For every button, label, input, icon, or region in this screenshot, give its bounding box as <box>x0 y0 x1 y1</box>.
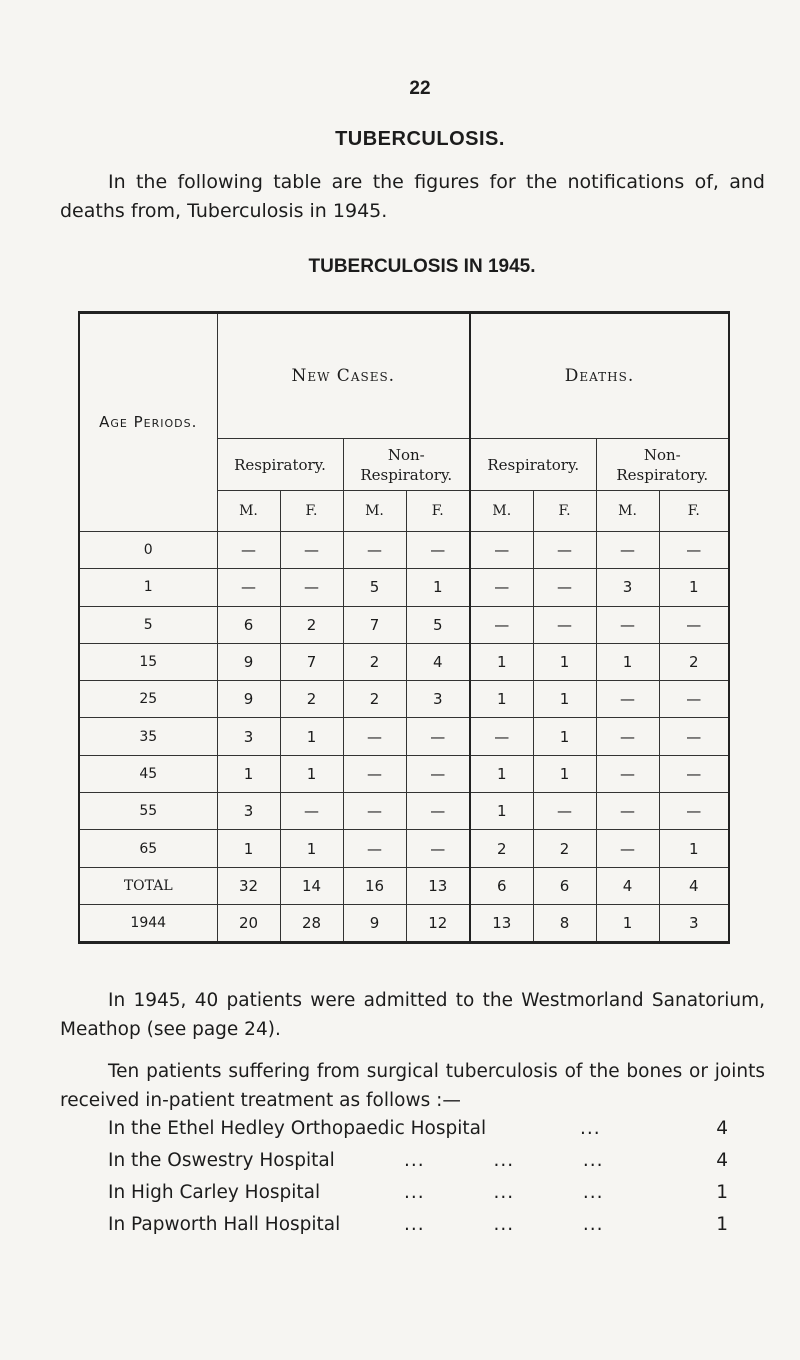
table-row <box>79 830 729 867</box>
male-header: M. <box>343 491 406 532</box>
age-period-cell: 25 <box>79 681 217 718</box>
value-cell: 20 <box>217 904 280 942</box>
age-period-cell: 0 <box>79 532 217 569</box>
leader-dots: ... ... ... <box>404 1182 604 1203</box>
hospital-count: 1 <box>716 1214 728 1235</box>
value-cell: 9 <box>217 643 280 680</box>
value-cell: — <box>659 755 729 792</box>
value-cell: — <box>280 793 343 830</box>
value-cell: — <box>596 681 659 718</box>
table-row <box>79 569 729 606</box>
value-cell: 2 <box>470 830 533 867</box>
deaths-non-respiratory-header: Non-Respiratory. <box>596 439 729 491</box>
value-cell: 32 <box>217 867 280 904</box>
leader-dots: ... <box>580 1118 601 1139</box>
age-period-cell: TOTAL <box>79 867 217 904</box>
value-cell: — <box>470 532 533 569</box>
age-period-cell: 15 <box>79 643 217 680</box>
value-cell: — <box>659 532 729 569</box>
value-cell: — <box>343 532 406 569</box>
female-header: F. <box>406 491 470 532</box>
value-cell: — <box>596 793 659 830</box>
hospital-count: 4 <box>716 1150 728 1171</box>
value-cell: — <box>470 569 533 606</box>
female-header: F. <box>533 491 596 532</box>
value-cell: 7 <box>343 606 406 643</box>
value-cell: 5 <box>406 606 470 643</box>
value-cell: — <box>343 718 406 755</box>
value-cell: — <box>533 532 596 569</box>
value-cell: 4 <box>659 867 729 904</box>
value-cell: 9 <box>343 904 406 942</box>
table-row <box>79 755 729 792</box>
value-cell: — <box>406 718 470 755</box>
hospital-name: In High Carley Hospital <box>108 1182 321 1203</box>
new-cases-header: New Cases. <box>217 313 470 439</box>
value-cell: 1 <box>470 793 533 830</box>
value-cell: 2 <box>659 643 729 680</box>
value-cell: — <box>533 569 596 606</box>
value-cell: 2 <box>343 681 406 718</box>
value-cell: 7 <box>280 643 343 680</box>
intro-paragraph: In the following table are the figures for the notifications of, and deaths from, Tuberculosis in 1945. <box>60 171 765 222</box>
age-period-cell: 35 <box>79 718 217 755</box>
hospital-row <box>108 1150 728 1182</box>
value-cell: 2 <box>343 643 406 680</box>
new-respiratory-header: Respiratory. <box>217 439 343 491</box>
value-cell: — <box>343 830 406 867</box>
deaths-header: Deaths. <box>470 313 729 439</box>
value-cell: 2 <box>533 830 596 867</box>
table-row <box>79 904 729 942</box>
value-cell: 6 <box>470 867 533 904</box>
value-cell: 1 <box>280 830 343 867</box>
value-cell: — <box>217 569 280 606</box>
value-cell: 6 <box>217 606 280 643</box>
table-row <box>79 681 729 718</box>
value-cell: — <box>406 755 470 792</box>
sanatorium-paragraph: In 1945, 40 patients were admitted to the Westmorland Sanatorium, Meathop (see page 24). <box>60 990 765 1040</box>
value-cell: 1 <box>659 569 729 606</box>
page-number: 22 <box>409 78 431 99</box>
hospital-count: 1 <box>716 1182 728 1203</box>
table-row <box>79 793 729 830</box>
value-cell: — <box>343 793 406 830</box>
table-row <box>79 606 729 643</box>
hospital-count: 4 <box>716 1118 728 1139</box>
age-periods-header: Age Periods. <box>79 313 217 532</box>
value-cell: — <box>217 532 280 569</box>
value-cell: — <box>659 793 729 830</box>
value-cell: 5 <box>343 569 406 606</box>
value-cell: — <box>659 606 729 643</box>
value-cell: 1 <box>596 904 659 942</box>
value-cell: — <box>596 532 659 569</box>
table-row <box>79 867 729 904</box>
value-cell: 28 <box>280 904 343 942</box>
table-row <box>79 532 729 569</box>
value-cell: 3 <box>596 569 659 606</box>
value-cell: — <box>280 532 343 569</box>
value-cell: — <box>406 532 470 569</box>
value-cell: 1 <box>470 755 533 792</box>
hospital-row <box>108 1214 728 1246</box>
hospital-name: In the Ethel Hedley Orthopaedic Hospital <box>108 1118 487 1139</box>
value-cell: 4 <box>596 867 659 904</box>
hospital-row <box>108 1182 728 1214</box>
value-cell: — <box>343 755 406 792</box>
value-cell: 1 <box>659 830 729 867</box>
age-period-cell: 5 <box>79 606 217 643</box>
value-cell: 1 <box>280 718 343 755</box>
value-cell: 1 <box>217 830 280 867</box>
value-cell: — <box>659 718 729 755</box>
leader-dots: ... ... ... <box>404 1150 604 1171</box>
value-cell: 2 <box>280 681 343 718</box>
value-cell: 12 <box>406 904 470 942</box>
value-cell: 1 <box>533 755 596 792</box>
value-cell: — <box>533 606 596 643</box>
table-row <box>79 643 729 680</box>
value-cell: 6 <box>533 867 596 904</box>
female-header: F. <box>659 491 729 532</box>
value-cell: 3 <box>217 793 280 830</box>
hospital-row <box>108 1118 728 1150</box>
age-period-cell: 65 <box>79 830 217 867</box>
age-period-cell: 1 <box>79 569 217 606</box>
value-cell: 3 <box>659 904 729 942</box>
value-cell: — <box>596 606 659 643</box>
value-cell: — <box>533 793 596 830</box>
value-cell: 9 <box>217 681 280 718</box>
value-cell: — <box>596 718 659 755</box>
leader-dots: ... ... ... <box>404 1214 604 1235</box>
value-cell: 1 <box>533 681 596 718</box>
hospital-list <box>108 1118 728 1246</box>
value-cell: 16 <box>343 867 406 904</box>
page-heading: TUBERCULOSIS. <box>335 128 505 150</box>
tuberculosis-table <box>78 311 730 944</box>
value-cell: 1 <box>470 643 533 680</box>
value-cell: — <box>470 606 533 643</box>
value-cell: 3 <box>217 718 280 755</box>
value-cell: 1 <box>217 755 280 792</box>
value-cell: — <box>596 830 659 867</box>
value-cell: 1 <box>596 643 659 680</box>
value-cell: 3 <box>406 681 470 718</box>
value-cell: 1 <box>470 681 533 718</box>
deaths-respiratory-header: Respiratory. <box>470 439 596 491</box>
value-cell: — <box>280 569 343 606</box>
value-cell: 13 <box>406 867 470 904</box>
table-title: TUBERCULOSIS IN 1945. <box>308 256 536 277</box>
value-cell: — <box>406 830 470 867</box>
age-period-cell: 55 <box>79 793 217 830</box>
value-cell: 1 <box>533 643 596 680</box>
male-header: M. <box>217 491 280 532</box>
value-cell: 13 <box>470 904 533 942</box>
surgical-paragraph: Ten patients suffering from surgical tuberculosis of the bones or joints received in-patient treatment as follows :— <box>60 1061 765 1111</box>
value-cell: 14 <box>280 867 343 904</box>
male-header: M. <box>470 491 533 532</box>
age-period-cell: 1944 <box>79 904 217 942</box>
female-header: F. <box>280 491 343 532</box>
value-cell: 4 <box>406 643 470 680</box>
value-cell: 2 <box>280 606 343 643</box>
value-cell: — <box>470 718 533 755</box>
new-non-respiratory-header: Non-Respiratory. <box>343 439 470 491</box>
table-row <box>79 718 729 755</box>
age-period-cell: 45 <box>79 755 217 792</box>
value-cell: — <box>659 681 729 718</box>
value-cell: 8 <box>533 904 596 942</box>
value-cell: 1 <box>280 755 343 792</box>
hospital-name: In the Oswestry Hospital <box>108 1150 335 1171</box>
value-cell: — <box>406 793 470 830</box>
value-cell: — <box>596 755 659 792</box>
value-cell: 1 <box>533 718 596 755</box>
value-cell: 1 <box>406 569 470 606</box>
male-header: M. <box>596 491 659 532</box>
hospital-name: In Papworth Hall Hospital <box>108 1214 341 1235</box>
